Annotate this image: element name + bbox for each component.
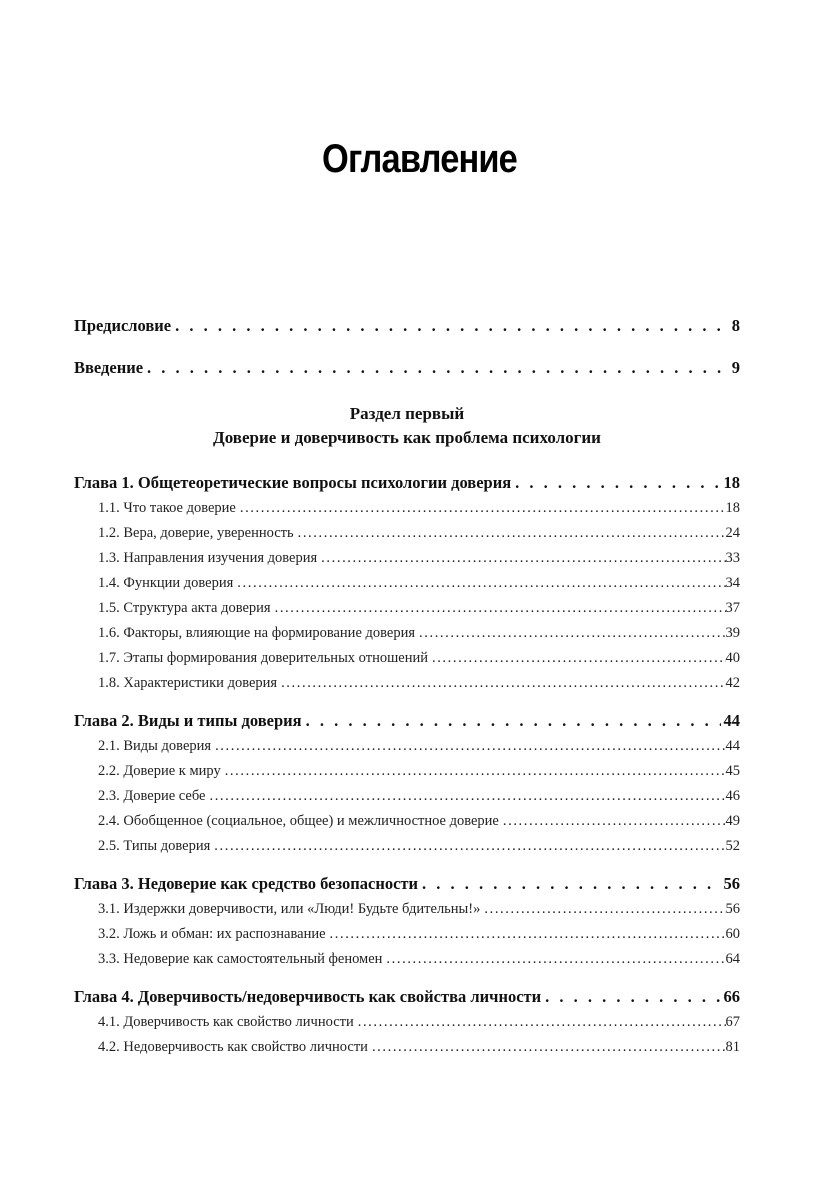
toc-entry-2-1[interactable] <box>74 734 740 759</box>
toc-entry-3-3[interactable] <box>74 947 740 972</box>
dot-leader <box>545 984 720 1010</box>
entry-label: 1.3. Направления изучения доверия <box>98 550 318 566</box>
entry-page: 56 <box>725 901 740 917</box>
entry-page: 44 <box>725 738 740 754</box>
dot-leader <box>240 496 726 521</box>
entry-page: 56 <box>723 874 740 893</box>
entry-label: 4.2. Недоверчивость как свойство личности <box>98 1039 368 1055</box>
toc-entry-1-8[interactable] <box>74 671 740 696</box>
entry-page: 45 <box>725 763 740 779</box>
toc-entry-1-7[interactable] <box>74 646 740 671</box>
entry-page: 33 <box>725 550 740 566</box>
entry-page: 60 <box>725 926 740 942</box>
dot-leader <box>214 834 725 859</box>
entry-label: 1.1. Что такое доверие <box>98 500 236 516</box>
entry-page: 40 <box>725 650 740 666</box>
toc-entry-4-1[interactable] <box>74 1010 740 1035</box>
entry-page: 39 <box>725 625 740 641</box>
dot-leader <box>386 947 725 972</box>
toc-entry-1-1[interactable] <box>74 496 740 521</box>
entry-label: 1.7. Этапы формирования доверительных отношений <box>98 650 428 666</box>
entry-label: Введение <box>74 358 144 377</box>
entry-page: 44 <box>723 711 740 730</box>
entry-label: 2.3. Доверие себе <box>98 788 206 804</box>
chapter-block-2 <box>74 708 740 859</box>
toc-entry-1-4[interactable] <box>74 571 740 596</box>
dot-leader <box>515 470 720 496</box>
section-number: Раздел первый <box>349 404 465 423</box>
entry-page: 67 <box>725 1014 740 1030</box>
toc-entry-1-5[interactable] <box>74 596 740 621</box>
entry-label: 1.6. Факторы, влияющие на формирование доверия <box>98 625 416 641</box>
entry-label: 3.1. Издержки доверчивости, или «Люди! Будьте бдительны!» <box>98 901 481 917</box>
dot-leader <box>215 734 725 759</box>
entry-page: 64 <box>725 951 740 967</box>
entry-label: Глава 2. Виды и типы доверия <box>74 711 302 730</box>
dot-leader <box>147 354 729 382</box>
dot-leader <box>306 708 721 734</box>
toc-entry-3-2[interactable] <box>74 922 740 947</box>
entry-label: 1.5. Структура акта доверия <box>98 600 271 616</box>
entry-page: 49 <box>725 813 740 829</box>
dot-leader <box>281 671 725 696</box>
toc-entry-preface[interactable] <box>74 312 740 340</box>
dot-leader <box>432 646 726 671</box>
dot-leader <box>484 897 725 922</box>
toc-entry-3-1[interactable] <box>74 897 740 922</box>
entry-page: 37 <box>725 600 740 616</box>
toc-entry-2-2[interactable] <box>74 759 740 784</box>
entry-label: 2.1. Виды доверия <box>98 738 212 754</box>
dot-leader <box>298 521 726 546</box>
entry-label: 3.3. Недоверие как самостоятельный феномен <box>98 951 383 967</box>
toc-entry-1-2[interactable] <box>74 521 740 546</box>
entry-label: Глава 1. Общетеоретические вопросы психологии доверия <box>74 473 512 492</box>
toc-entry-1-6[interactable] <box>74 621 740 646</box>
entry-label: 1.2. Вера, доверие, уверенность <box>98 525 294 541</box>
entry-label: 2.4. Обобщенное (социальное, общее) и межличностное доверие <box>98 813 499 829</box>
dot-leader <box>321 546 725 571</box>
entry-page: 8 <box>731 316 740 335</box>
page-title: Оглавление <box>322 136 517 181</box>
entry-page: 52 <box>725 838 740 854</box>
toc-entry-4-2[interactable] <box>74 1035 740 1060</box>
dot-leader <box>503 809 726 834</box>
entry-label: 1.4. Функции доверия <box>98 575 234 591</box>
dot-leader <box>275 596 726 621</box>
entry-label: 4.1. Доверчивость как свойство личности <box>98 1014 354 1030</box>
toc-entry-chapter-3[interactable] <box>74 871 740 897</box>
dot-leader <box>419 621 725 646</box>
entry-page: 81 <box>725 1039 740 1055</box>
dot-leader <box>372 1035 726 1060</box>
dot-leader <box>330 922 726 947</box>
chapter-block-3 <box>74 871 740 972</box>
entry-page: 46 <box>725 788 740 804</box>
toc-entry-chapter-2[interactable] <box>74 708 740 734</box>
dot-leader <box>422 871 720 897</box>
entry-page: 24 <box>725 525 740 541</box>
chapter-block-4 <box>74 984 740 1060</box>
dot-leader <box>175 312 729 340</box>
dot-leader <box>209 784 725 809</box>
entry-label: 3.2. Ложь и обман: их распознавание <box>98 926 326 942</box>
dot-leader <box>225 759 726 784</box>
toc-entry-introduction[interactable] <box>74 354 740 382</box>
toc-entry-2-3[interactable] <box>74 784 740 809</box>
entry-page: 42 <box>725 675 740 691</box>
entry-page: 66 <box>723 987 740 1006</box>
chapter-block-1 <box>74 470 740 696</box>
entry-label: 1.8. Характеристики доверия <box>98 675 278 691</box>
section-heading <box>74 402 740 450</box>
entry-page: 34 <box>725 575 740 591</box>
entry-label: Глава 4. Доверчивость/недоверчивость как свойства личности <box>74 987 542 1006</box>
toc-entry-1-3[interactable] <box>74 546 740 571</box>
entry-page: 9 <box>731 358 740 377</box>
dot-leader <box>358 1010 726 1035</box>
section-title: Доверие и доверчивость как проблема психологии <box>213 428 601 447</box>
table-of-contents <box>74 312 740 1072</box>
entry-page: 18 <box>725 500 740 516</box>
toc-entry-2-5[interactable] <box>74 834 740 859</box>
toc-entry-chapter-1[interactable] <box>74 470 740 496</box>
entry-page: 18 <box>723 473 740 492</box>
entry-label: Глава 3. Недоверие как средство безопасности <box>74 874 419 893</box>
entry-label: 2.2. Доверие к миру <box>98 763 221 779</box>
entry-label: Предисловие <box>74 316 172 335</box>
dot-leader <box>237 571 725 596</box>
toc-entry-chapter-4[interactable] <box>74 984 740 1010</box>
toc-entry-2-4[interactable] <box>74 809 740 834</box>
entry-label: 2.5. Типы доверия <box>98 838 211 854</box>
